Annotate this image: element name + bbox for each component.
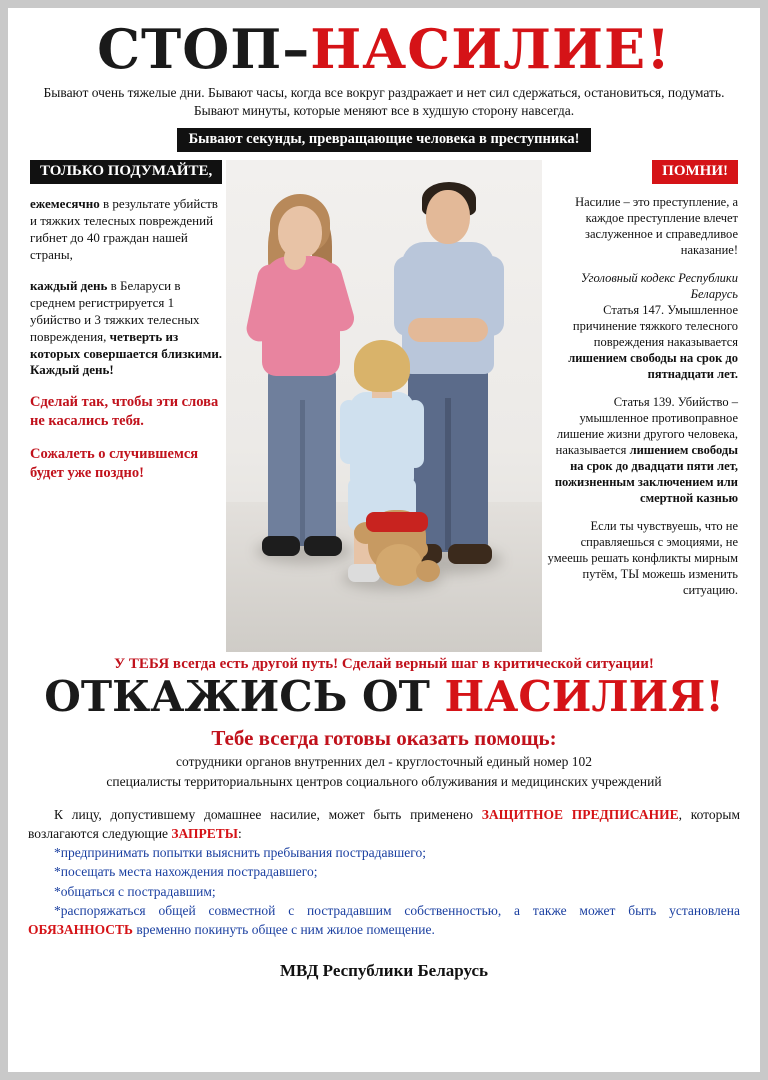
left-red-text-1: Сделай так, чтобы эти слова не касались тебя. <box>30 394 219 430</box>
middle-section <box>8 160 760 652</box>
poster <box>8 8 760 1072</box>
left-p2-bold2: четверть из которых совершается близкими. Каждый день! <box>30 328 223 378</box>
legal-item-3: *общаться с пострадавшим; <box>54 883 216 899</box>
right-article-147: Статья 147. Умышленное причинение тяжкого телесного повреждения наказывается <box>572 303 738 350</box>
left-p1-rest: в результате убийств и тяжких телесных повреждений гибнет до 40 граждан нашей страны, <box>30 196 218 263</box>
legal-paragraph-1 <box>28 805 740 843</box>
refuse-part-red: НАСИЛИЯ! <box>444 672 724 722</box>
left-heading: ТОЛЬКО ПОДУМАЙТЕ, <box>30 160 222 184</box>
woman-shoe-left <box>262 536 300 556</box>
right-article-139: Статья 139. Убийство – умышленное противоправное лишение жизни другого человека, наказывается <box>555 395 738 458</box>
right-heading: ПОМНИ! <box>652 160 738 184</box>
banner-row <box>8 128 760 152</box>
man-head <box>426 190 470 244</box>
legal-prohibitions: ЗАПРЕТЫ <box>171 826 238 842</box>
left-column <box>30 160 226 496</box>
woman-leg-split <box>300 400 305 546</box>
right-article-139-penalty: лишением свободы на срок до двадцати пяти лет, пожизненным заключением или смертной казнью <box>554 443 738 506</box>
intro-text: Бывают очень тяжелые дни. Бывают часы, когда все вокруг раздражает и нет сил сдержаться, остановиться, подумать. Бывают минуты, которые меняют все в худшую сторону навсегда. <box>43 85 725 119</box>
man-folded-arms <box>408 318 488 342</box>
callout-text: У ТЕБЯ всегда есть другой путь! Сделай верный шаг в критической ситуации! <box>114 656 654 673</box>
left-body <box>30 196 226 482</box>
footer-text: МВД Республики Беларусь <box>279 961 489 981</box>
legal-section <box>28 805 740 939</box>
family-photo <box>226 160 542 652</box>
right-paragraph-3 <box>542 394 738 506</box>
banner-text: Бывают секунды, превращающие человека в преступника! <box>177 128 592 152</box>
legal-protective-order: ЗАЩИТНОЕ ПРЕДПИСАНИЕ <box>481 806 679 822</box>
child-hair <box>354 340 410 392</box>
legal-item-2: *посещать места нахождения пострадавшего; <box>54 864 318 880</box>
legal-item4-b: временно покинуть общее с ним жилое помещение. <box>132 921 435 937</box>
child-arm-right <box>406 400 424 468</box>
title-part-stop: СТОП <box>97 17 283 81</box>
right-paragraph-2 <box>542 270 738 382</box>
right-body <box>542 194 738 598</box>
child-shirt <box>350 392 414 486</box>
help-line-2: специалисты территориальнынх центров социального облуживания и медицинских учреждений <box>106 773 662 789</box>
right-paragraph-1: Насилие – это преступление, а каждое преступление влечет заслуженное и справедливое наказание! <box>575 195 738 258</box>
legal-item-1: *предпринимать попытки выяснить пребывания пострадавшего; <box>54 845 426 861</box>
left-paragraph-2 <box>30 278 226 379</box>
man-shoe-right <box>448 544 492 564</box>
legal-obligation: ОБЯЗАННОСТЬ <box>28 921 133 937</box>
help-line-1: сотрудники органов внутренних дел - круглосточный единый номер 102 <box>176 753 592 769</box>
right-column <box>542 160 738 610</box>
legal-item-4 <box>28 901 740 939</box>
right-article-147-penalty: лишением свободы на срок до пятнадцати лет. <box>568 351 738 382</box>
title-dash: – <box>282 17 311 81</box>
page-title <box>8 8 760 81</box>
child-arm-left <box>340 400 358 464</box>
left-p2-bold: каждый день <box>30 278 108 293</box>
left-p2-rest: в Беларуси в среднем регистрируется 1 убийство и 3 тяжких телесных повреждения, <box>30 278 200 344</box>
help-title: Тебе всегда готовы оказать помощь: <box>211 725 557 750</box>
left-p1-bold: ежемесячно <box>30 196 100 212</box>
legal-p1-a: К лицу, допустившему домашнее насилие, может быть применено <box>54 806 482 822</box>
right-paragraph-4: Если ты чувствуешь, что не справляешься с эмоциями, не умеешь решать конфликты мирным путём, ТЫ можешь изменить ситуацию. <box>547 519 738 598</box>
man-leg-split <box>445 398 451 550</box>
right-code-title: Уголовный кодекс Республики Беларусь <box>580 271 738 302</box>
refuse-part-black: ОТКАЖИСЬ ОТ <box>44 672 430 722</box>
title-part-violence: НАСИЛИЕ! <box>310 17 671 81</box>
legal-p1-c: : <box>237 826 242 842</box>
left-red-text-2: Сожалеть о случившемся будет уже поздно! <box>30 446 199 481</box>
left-paragraph-1 <box>30 196 226 264</box>
woman-shoe-right <box>304 536 342 556</box>
legal-item4-a: *распоряжаться общей совместной с пострадавшим собственностью, а также может быть установлена <box>54 902 740 918</box>
refuse-violence-headline <box>8 672 760 722</box>
legal-p1-b: , которым возлагаются следующие <box>28 806 740 842</box>
teddy-scarf <box>366 512 428 532</box>
